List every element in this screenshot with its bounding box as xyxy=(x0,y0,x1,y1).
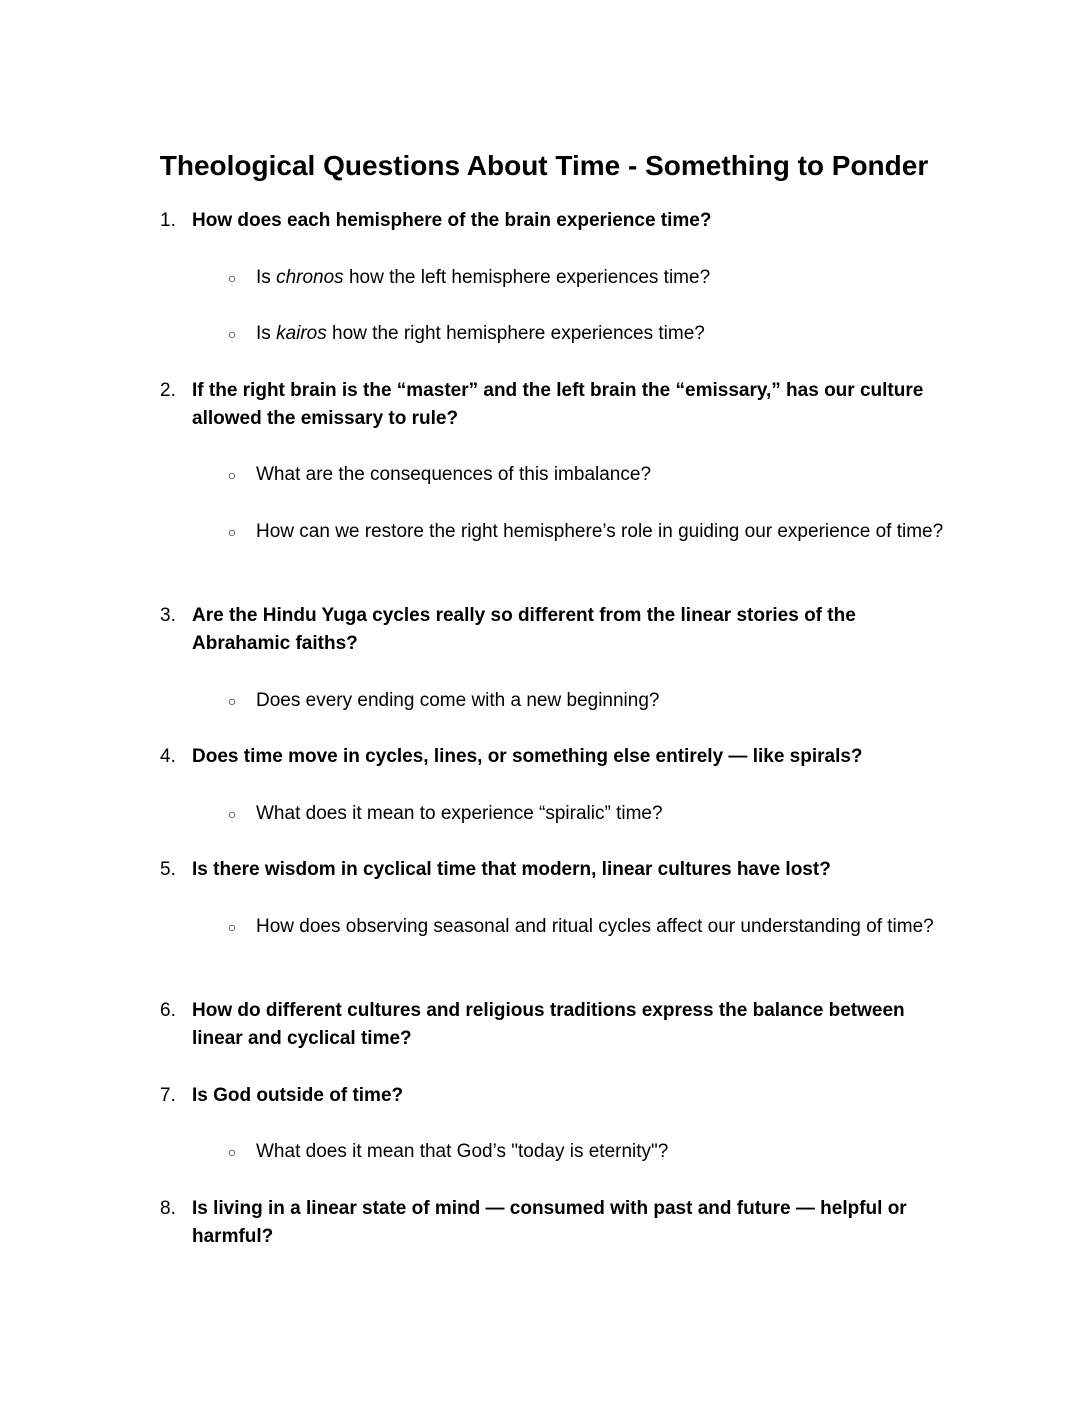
question-number: 8. xyxy=(160,1198,176,1219)
question-text: If the right brain is the “master” and the left brain the “emissary,” has our culture allowed the emissary to rule? xyxy=(192,380,924,429)
sub-question: How does observing seasonal and ritual cycles affect our understanding of time? xyxy=(256,916,934,937)
sub-question: What does it mean to experience “spiralic” time? xyxy=(256,803,663,824)
sub-question xyxy=(256,320,976,348)
question-number: 4. xyxy=(160,746,176,767)
bullet-icon: ○ xyxy=(227,693,237,709)
sub-question-suffix: how the left hemisphere experiences time? xyxy=(343,267,711,288)
sub-question: What does it mean that God’s "today is eternity"? xyxy=(256,1141,669,1162)
sub-question xyxy=(256,264,976,292)
sub-question: What are the consequences of this imbalance? xyxy=(256,464,652,485)
question-number: 7. xyxy=(160,1085,176,1106)
bullet-icon: ○ xyxy=(227,467,237,483)
question-text: Does time move in cycles, lines, or something else entirely — like spirals? xyxy=(192,746,863,767)
sub-question-suffix: how the right hemisphere experiences time? xyxy=(326,323,705,344)
question-text: How do different cultures and religious traditions express the balance between linear and cyclical time? xyxy=(192,1000,905,1049)
bullet-icon: ○ xyxy=(227,1144,237,1160)
question-number: 5. xyxy=(160,859,176,880)
sub-question-prefix: Is xyxy=(256,267,277,288)
bullet-icon: ○ xyxy=(227,270,237,286)
bullet-icon: ○ xyxy=(227,806,237,822)
question-number: 2. xyxy=(160,380,176,401)
bullet-icon: ○ xyxy=(227,326,237,342)
sub-question: Does every ending come with a new beginning? xyxy=(256,690,660,711)
bullet-icon: ○ xyxy=(227,524,237,540)
sub-question: How can we restore the right hemisphere’s role in guiding our experience of time? xyxy=(256,521,944,542)
question-text: Is God outside of time? xyxy=(192,1085,404,1106)
sub-question-emphasis: chronos xyxy=(276,267,344,288)
question-number: 1. xyxy=(160,210,176,231)
question-number: 6. xyxy=(160,1000,176,1021)
bullet-icon: ○ xyxy=(227,919,237,935)
question-text: Is living in a linear state of mind — consumed with past and future — helpful or harmful? xyxy=(192,1198,907,1247)
question-text: Is there wisdom in cyclical time that modern, linear cultures have lost? xyxy=(192,859,831,880)
sub-question-prefix: Is xyxy=(256,323,277,344)
question-number: 3. xyxy=(160,605,176,626)
question-text: How does each hemisphere of the brain experience time? xyxy=(192,210,712,231)
page-title: Theological Questions About Time - Something to Ponder xyxy=(159,150,929,181)
sub-question-emphasis: kairos xyxy=(276,323,327,344)
question-text: Are the Hindu Yuga cycles really so different from the linear stories of the Abrahamic faiths? xyxy=(192,605,856,654)
